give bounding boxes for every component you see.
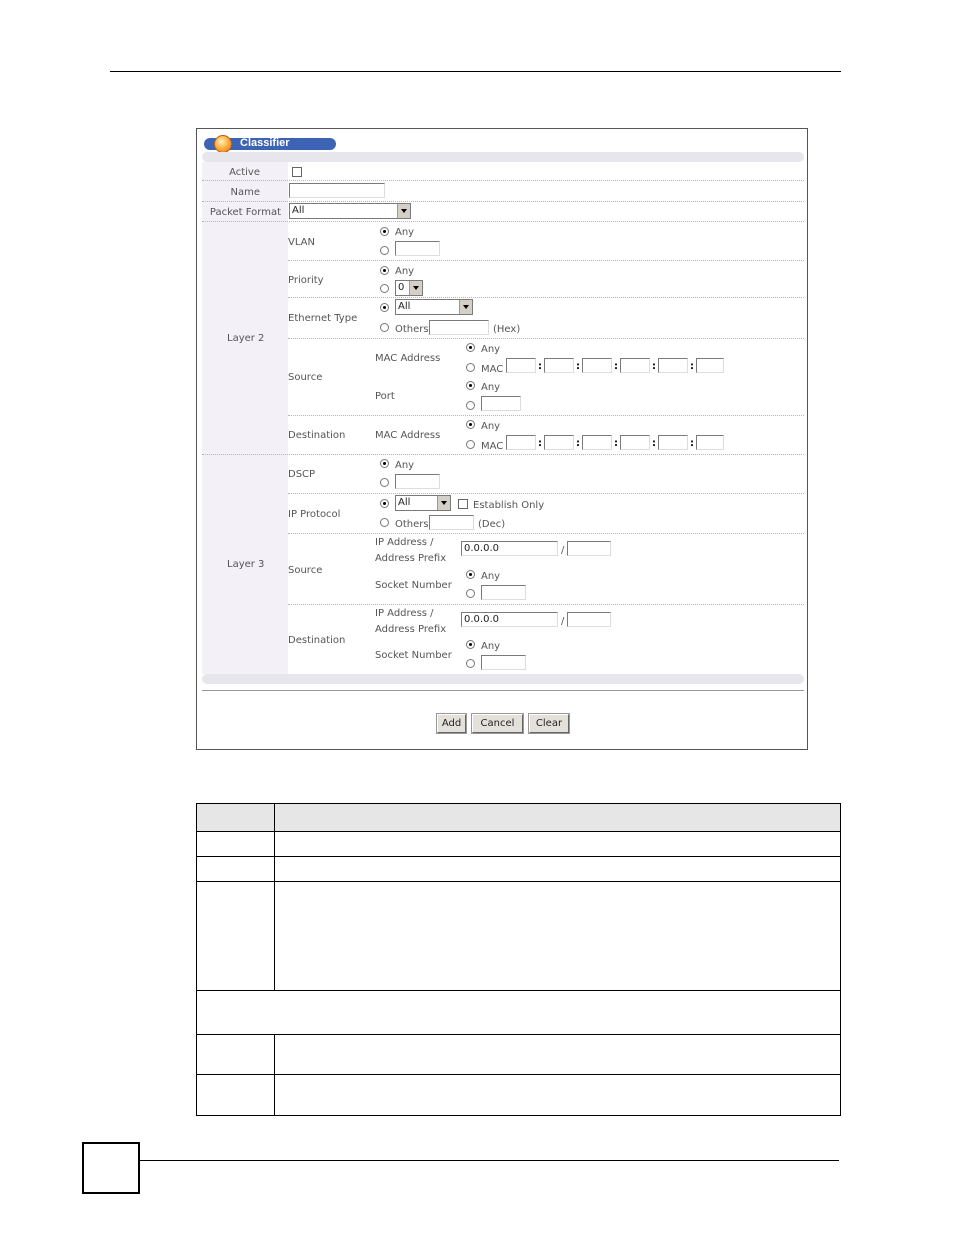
l3-source-socket-input[interactable] — [481, 585, 526, 600]
mac-colon: : — [576, 361, 580, 372]
establish-only-label: Establish Only — [473, 500, 545, 511]
ip-protocol-value: All — [398, 497, 411, 508]
table-cell — [197, 882, 275, 991]
priority-value-radio[interactable] — [380, 284, 389, 293]
l3-source-ip-input[interactable]: 0.0.0.0 — [461, 541, 558, 556]
label-column — [202, 162, 288, 674]
l2-destination-mac-text: MAC — [481, 441, 504, 452]
dscp-any-label: Any — [395, 460, 415, 471]
table-row — [197, 857, 841, 882]
l3-source-socket-any-label: Any — [481, 571, 501, 582]
ethernet-type-label: Ethernet Type — [288, 313, 358, 324]
table-cell — [197, 857, 275, 882]
l2-source-port-radio[interactable] — [466, 401, 475, 410]
packet-format-label: Packet Format — [209, 207, 281, 218]
priority-label: Priority — [288, 275, 324, 286]
l2-source-mac-text: MAC — [481, 364, 504, 375]
l2-destination-mac-octet-2[interactable] — [544, 435, 574, 450]
description-table — [196, 803, 841, 1116]
table-header-cell — [197, 804, 275, 832]
table-cell — [275, 1075, 841, 1116]
table-row — [197, 1035, 841, 1075]
l2-source-mac-any-radio[interactable] — [466, 343, 475, 352]
priority-select[interactable] — [395, 280, 423, 296]
l3-destination-socket-any-label: Any — [481, 641, 501, 652]
table-header-row — [197, 804, 841, 832]
dscp-any-radio[interactable] — [380, 459, 389, 468]
mac-colon: : — [652, 438, 656, 449]
l2-source-mac-octet-5[interactable] — [658, 358, 688, 373]
name-input[interactable] — [289, 183, 385, 198]
l3-destination-ip-input[interactable]: 0.0.0.0 — [461, 612, 558, 627]
page-title: Classifier — [240, 137, 290, 149]
row-divider — [288, 493, 804, 494]
cancel-button[interactable]: Cancel — [472, 714, 523, 733]
layer2-label: Layer 2 — [227, 333, 265, 344]
ip-protocol-label: IP Protocol — [288, 509, 341, 520]
l3-source-socket-any-radio[interactable] — [466, 570, 475, 579]
table-cell — [275, 882, 841, 991]
header-rule — [110, 71, 841, 72]
ethernet-type-others-label: Others — [395, 324, 429, 335]
chevron-down-icon — [409, 281, 422, 295]
mac-colon: : — [690, 361, 694, 372]
l3-source-prefix-label: Address Prefix — [375, 553, 447, 564]
dscp-label: DSCP — [288, 469, 316, 480]
priority-any-label: Any — [395, 266, 415, 277]
l2-source-port-input[interactable] — [481, 396, 521, 411]
l3-destination-ip-label: IP Address / — [375, 608, 434, 619]
vlan-value-radio[interactable] — [380, 246, 389, 255]
l3-source-ip-label: IP Address / — [375, 537, 434, 548]
l3-destination-socket-any-radio[interactable] — [466, 640, 475, 649]
l3-source-prefix-input[interactable] — [567, 541, 611, 556]
table-header-cell — [275, 804, 841, 832]
l3-source-slash: / — [561, 545, 565, 556]
mac-colon: : — [576, 438, 580, 449]
table-row — [197, 1075, 841, 1116]
l3-destination-socket-input[interactable] — [481, 655, 526, 670]
ip-protocol-unit: (Dec) — [478, 519, 506, 530]
l2-source-port-label: Port — [375, 391, 395, 402]
l2-source-mac-any-label: Any — [481, 344, 501, 355]
mac-colon: : — [538, 438, 542, 449]
bottom-band — [202, 674, 804, 684]
table-cell — [275, 857, 841, 882]
l2-source-label: Source — [288, 372, 323, 383]
active-label: Active — [229, 167, 260, 178]
l2-source-mac-radio[interactable] — [466, 363, 475, 372]
button-separator — [202, 690, 804, 691]
l3-destination-socket-label: Socket Number — [375, 650, 452, 661]
l2-source-port-any-label: Any — [481, 382, 501, 393]
l3-destination-prefix-label: Address Prefix — [375, 624, 447, 635]
l2-destination-mac-octet-6[interactable] — [696, 435, 724, 450]
l2-destination-mac-any-radio[interactable] — [466, 420, 475, 429]
ethernet-type-select-radio[interactable] — [380, 303, 389, 312]
ethernet-type-others-radio[interactable] — [380, 323, 389, 332]
chevron-down-icon — [459, 300, 472, 314]
ethernet-type-value: All — [398, 301, 411, 312]
vlan-input[interactable] — [395, 241, 440, 256]
row-divider — [288, 297, 804, 298]
l3-source-socket-radio[interactable] — [466, 589, 475, 598]
table-cell — [275, 1035, 841, 1075]
table-cell — [197, 832, 275, 857]
active-checkbox[interactable] — [292, 167, 302, 177]
l2-source-mac-octet-3[interactable] — [582, 358, 612, 373]
ethernet-type-others-input[interactable] — [429, 320, 489, 335]
l3-destination-socket-radio[interactable] — [466, 659, 475, 668]
priority-value: 0 — [398, 282, 405, 293]
l2-destination-mac-octet-4[interactable] — [620, 435, 650, 450]
row-divider — [288, 533, 804, 534]
page-number-box — [82, 1142, 140, 1194]
row-divider — [202, 180, 804, 181]
l2-source-port-any-radio[interactable] — [466, 381, 475, 390]
row-divider — [202, 201, 804, 202]
ip-protocol-others-input[interactable] — [429, 515, 474, 530]
priority-any-radio[interactable] — [380, 266, 389, 275]
l2-source-mac-octet-1[interactable] — [506, 358, 536, 373]
l3-source-socket-label: Socket Number — [375, 580, 452, 591]
ip-protocol-select-radio[interactable] — [380, 499, 389, 508]
l2-destination-mac-octet-1[interactable] — [506, 435, 536, 450]
l2-destination-mac-octet-3[interactable] — [582, 435, 612, 450]
ethernet-type-unit: (Hex) — [493, 324, 521, 335]
l2-destination-mac-any-label: Any — [481, 421, 501, 432]
l3-source-label: Source — [288, 565, 323, 576]
table-cell — [275, 832, 841, 857]
l2-destination-mac-label: MAC Address — [375, 430, 441, 441]
ethernet-type-select[interactable] — [395, 299, 473, 315]
top-band — [202, 152, 804, 162]
dscp-input[interactable] — [395, 474, 440, 489]
row-divider — [288, 415, 804, 416]
layer3-label: Layer 3 — [227, 559, 265, 570]
mac-colon: : — [690, 438, 694, 449]
l3-destination-slash: / — [561, 616, 565, 627]
table-row — [197, 882, 841, 991]
packet-format-select[interactable] — [289, 203, 411, 219]
mac-colon: : — [538, 361, 542, 372]
vlan-any-radio[interactable] — [380, 227, 389, 236]
mac-colon: : — [614, 361, 618, 372]
row-divider — [288, 260, 804, 261]
l3-destination-label: Destination — [288, 635, 346, 646]
vlan-label: VLAN — [288, 237, 315, 248]
row-divider — [288, 604, 804, 605]
l2-source-mac-octet-2[interactable] — [544, 358, 574, 373]
table-cell — [197, 1075, 275, 1116]
title-orb-icon — [214, 135, 232, 153]
l2-destination-mac-radio[interactable] — [466, 440, 475, 449]
establish-only-checkbox[interactable] — [458, 499, 468, 509]
mac-colon: : — [652, 361, 656, 372]
packet-format-value: All — [292, 205, 305, 216]
chevron-down-icon — [437, 496, 450, 510]
name-label: Name — [230, 187, 260, 198]
ip-protocol-others-radio[interactable] — [380, 518, 389, 527]
row-divider — [202, 221, 804, 222]
table-section-row — [197, 991, 841, 1035]
row-divider — [288, 338, 804, 339]
dscp-value-radio[interactable] — [380, 478, 389, 487]
l2-destination-label: Destination — [288, 430, 346, 441]
chevron-down-icon — [397, 204, 410, 218]
table-row — [197, 832, 841, 857]
l2-source-mac-label: MAC Address — [375, 353, 441, 364]
l2-destination-mac-octet-5[interactable] — [658, 435, 688, 450]
clear-button[interactable]: Clear — [529, 714, 569, 733]
l2-source-mac-octet-4[interactable] — [620, 358, 650, 373]
table-cell — [197, 1035, 275, 1075]
ip-protocol-others-label: Others — [395, 519, 429, 530]
table-cell — [197, 991, 841, 1035]
row-divider — [202, 454, 804, 455]
l2-source-mac-octet-6[interactable] — [696, 358, 724, 373]
footer-rule — [140, 1160, 839, 1161]
mac-colon: : — [614, 438, 618, 449]
ip-protocol-select[interactable] — [395, 495, 451, 511]
l3-destination-prefix-input[interactable] — [567, 612, 611, 627]
add-button[interactable]: Add — [437, 714, 466, 733]
vlan-any-label: Any — [395, 227, 415, 238]
